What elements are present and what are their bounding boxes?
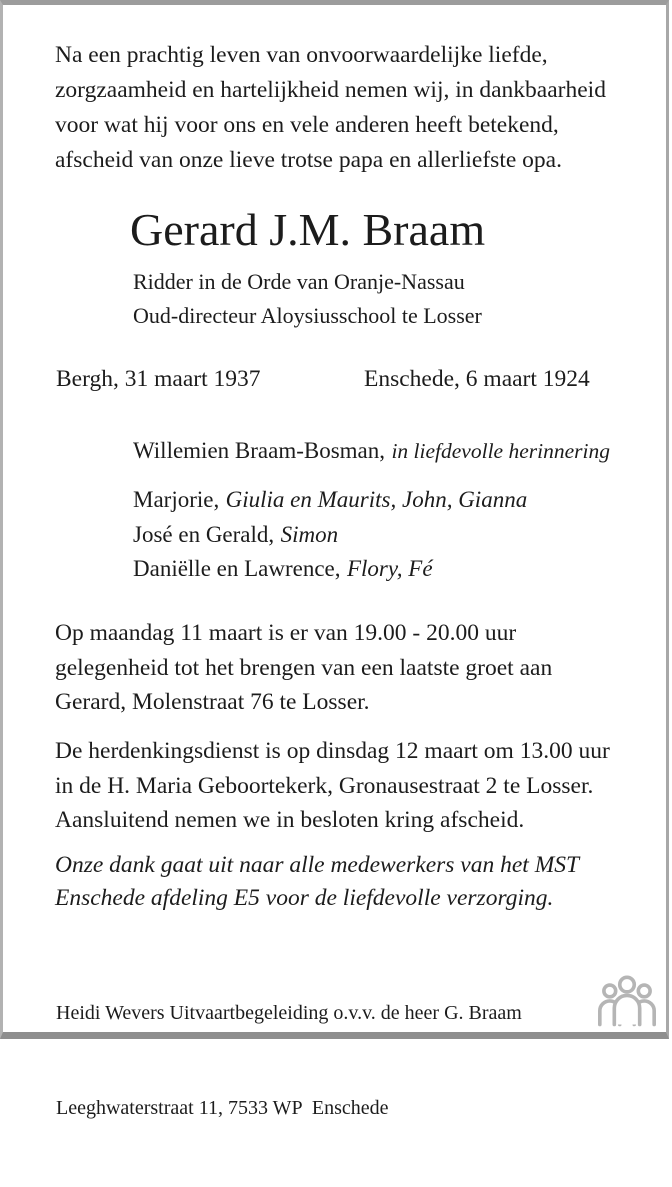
intro-line: voor wat hij voor ons en vele anderen heeft betekend, xyxy=(55,112,559,138)
family-member-name: Marjorie, xyxy=(133,487,220,512)
service-line: Aansluitend nemen we in besloten kring afscheid. xyxy=(55,807,525,833)
funeral-director-line: Heidi Wevers Uitvaartbegeleiding o.v.v. de heer G. Braam xyxy=(56,1002,522,1024)
people-group-icon xyxy=(598,975,656,1025)
family-member-note: Flory, Fé xyxy=(346,556,433,581)
funeral-director-block xyxy=(56,935,522,1187)
visitation-line: gelegenheid tot het brengen van een laatste groet aan xyxy=(55,654,553,681)
funeral-director-address: Leeghwaterstraat 11, 7533 WP Enschede xyxy=(56,1096,389,1119)
visitation-line: Op maandag 11 maart is er van 19.00 - 20.00 uur xyxy=(55,620,517,646)
service-paragraph xyxy=(55,734,652,838)
family-member-name: José en Gerald, xyxy=(133,521,275,547)
family-line xyxy=(133,518,527,553)
gratitude-line: Enschede afdeling E5 voor de liefdevolle verzorging. xyxy=(55,885,554,911)
place-date-left: Bergh, 31 maart 1937 xyxy=(56,366,261,392)
family-line xyxy=(133,434,610,468)
intro-line: Na een prachtig leven van onvoorwaardelijke liefde, xyxy=(55,42,548,68)
deceased-name: Gerard J.M. Braam xyxy=(130,204,486,255)
honorific-line: Ridder in de Orde van Oranje-Nassau xyxy=(133,269,465,294)
family-list xyxy=(133,483,527,587)
place-date-right: Enschede, 6 maart 1924 xyxy=(364,366,590,392)
intro-paragraph xyxy=(55,38,646,178)
family-member-note: Simon xyxy=(280,521,339,547)
family-member-note: Giulia en Maurits, John, Gianna xyxy=(225,487,528,512)
family-member-name: Daniëlle en Lawrence, xyxy=(133,556,341,581)
family-member-note: in liefdevolle herinnering xyxy=(391,439,610,463)
intro-line: zorgzaamheid en hartelijkheid nemen wij, in dankbaarheid xyxy=(55,77,606,103)
gratitude-paragraph xyxy=(55,849,652,915)
service-line: in de H. Maria Geboortekerk, Gronausestraat 2 te Losser. xyxy=(55,772,594,799)
gratitude-line: Onze dank gaat uit naar alle medewerkers van het MST xyxy=(55,852,580,878)
family-line xyxy=(133,552,527,587)
family-line xyxy=(133,483,527,518)
intro-line: afscheid van onze lieve trotse papa en allerliefste opa. xyxy=(55,147,562,173)
visitation-paragraph xyxy=(55,616,652,720)
honors-block xyxy=(133,265,482,333)
visitation-line: Gerard, Molenstraat 76 te Losser. xyxy=(55,689,370,715)
honorific-line: Oud-directeur Aloysiusschool te Losser xyxy=(133,303,482,328)
family-member-name: Willemien Braam-Bosman, xyxy=(133,438,386,463)
service-line: De herdenkingsdienst is op dinsdag 12 maart om 13.00 uur xyxy=(55,738,610,764)
